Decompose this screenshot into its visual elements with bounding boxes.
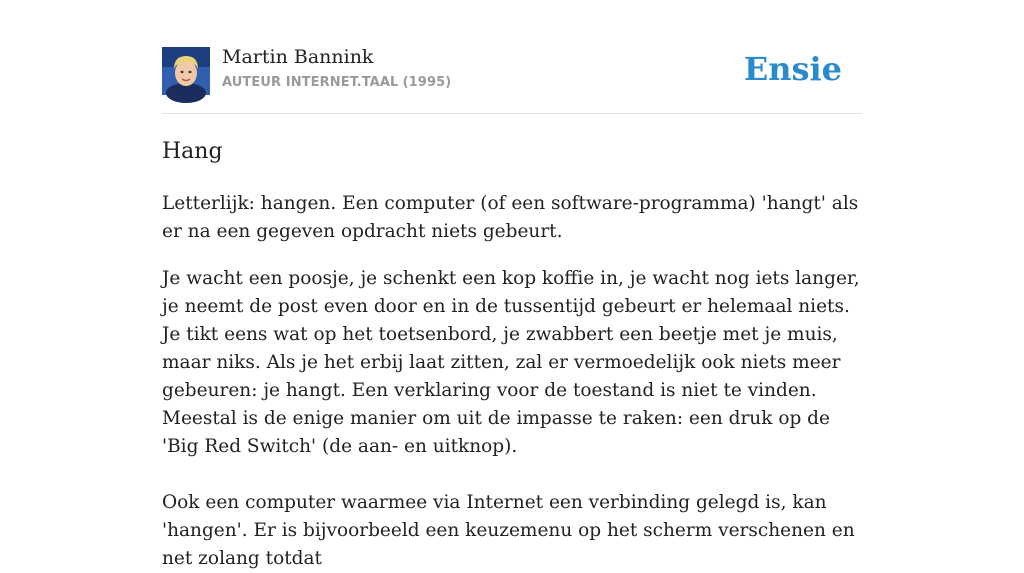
header-divider bbox=[162, 113, 862, 114]
author-header bbox=[162, 46, 862, 96]
person-photo-icon bbox=[162, 47, 210, 95]
author-subtitle bbox=[222, 75, 451, 90]
article-paragraph: Ook een computer waarmee via Internet een verbinding gelegd is, kan 'hangen'. Er is bijvoorbeeld een keuzemenu op het scherm verschenen en net zolang totdat bbox=[162, 492, 855, 569]
article-body bbox=[162, 134, 862, 573]
article-paragraph: Letterlijk: hangen. Een computer (of een software-programma) 'hangt' als er na een gegeven opdracht niets gebeurt. bbox=[162, 193, 859, 242]
article-title: Hang bbox=[162, 139, 223, 164]
author-year: (1995) bbox=[402, 75, 452, 90]
author-name[interactable]: Martin Bannink bbox=[222, 46, 374, 68]
author-role: AUTEUR INTERNET.TAAL bbox=[222, 75, 399, 90]
article-paragraph: Je wacht een poosje, je schenkt een kop koffie in, je wacht nog iets langer, je neemt de post even door en in de tussentijd gebeurt er helemaal niets. Je tikt eens wat op het toetsenbord, je zwabbert een beetje met je muis, maar niks. Als je het erbij laat zitten, zal er vermoedelijk ook niets meer gebeuren: je hangt. Een verklaring voor de toestand is niet te vinden. Meestal is de enige manier om uit de impasse te raken: een druk op de 'Big Red Switch' (de aan- en uitknop). bbox=[162, 268, 860, 457]
author-avatar[interactable] bbox=[162, 47, 210, 95]
ensie-logo[interactable]: Ensie bbox=[743, 50, 842, 88]
